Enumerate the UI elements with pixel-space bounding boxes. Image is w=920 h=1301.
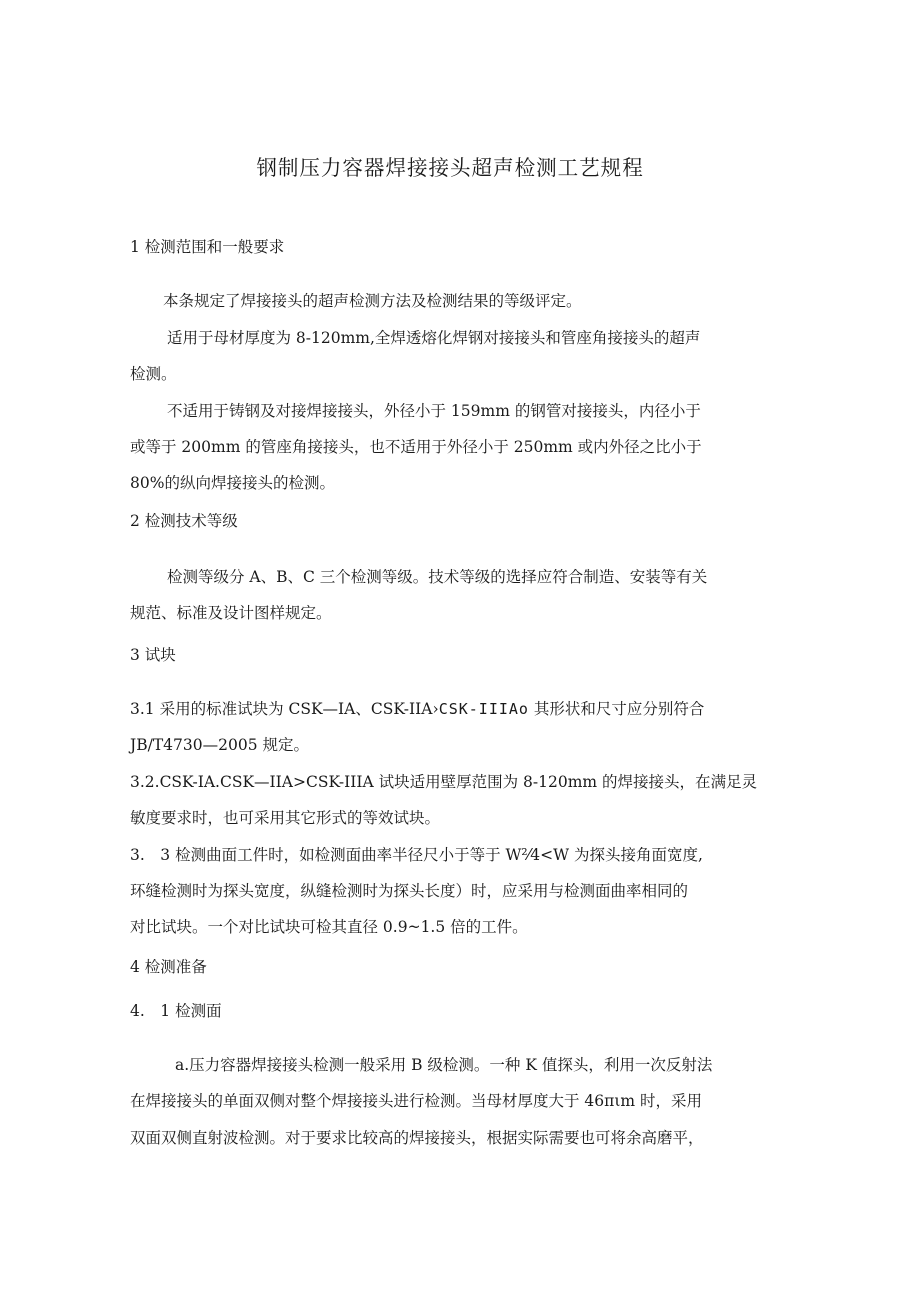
s2-paragraph-1-line-2: 规范、标准及设计图样规定。 bbox=[130, 604, 332, 622]
s3-1-line-1 bbox=[130, 694, 704, 724]
s1-paragraph-3-line-1: 不适用于铸钢及对接焊接接头，外径小于 159mm 的钢管对接接头，内径小于 bbox=[167, 402, 701, 420]
s3-2-line-2: 敏度要求时，也可采用其它形式的等效试块。 bbox=[130, 809, 441, 827]
s3-1-line-2: JB/T4730—2005 规定。 bbox=[130, 736, 309, 754]
document-title: 钢制压力容器焊接接头超声检测工艺规程 bbox=[256, 156, 644, 180]
s3-1-line-1-part-c: 其形状和尺寸应分别符合 bbox=[528, 700, 705, 718]
section-1-heading: 1 检测范围和一般要求 bbox=[130, 238, 285, 256]
section-4-heading: 4 检测准备 bbox=[130, 958, 207, 976]
s1-paragraph-2-line-1: 适用于母材厚度为 8-120mm,全焊透熔化焊钢对接接头和管座角接接头的超声 bbox=[167, 329, 701, 347]
s3-1-line-1-part-a: 3.1 采用的标准试块为 CSK—IA、CSK-IIA› bbox=[130, 700, 439, 718]
s1-paragraph-3-line-3: 80%的纵向焊接接头的检测。 bbox=[130, 474, 335, 492]
section-3-heading: 3 试块 bbox=[130, 646, 176, 664]
s3-3-line-1: 3. 3 检测曲面工件时，如检测面曲率半径尺小于等于 W²⁄4<W 为探头接角面宽度, bbox=[130, 846, 703, 864]
s2-paragraph-1-line-1: 检测等级分 A、B、C 三个检测等级。技术等级的选择应符合制造、安装等有关 bbox=[167, 568, 708, 586]
section-2-heading: 2 检测技术等级 bbox=[130, 512, 238, 530]
s3-3-line-3: 对比试块。一个对比试块可检其直径 0.9~1.5 倍的工件。 bbox=[130, 918, 528, 936]
s3-3-line-2: 环缝检测时为探头宽度，纵缝检测时为探头长度）时，应采用与检测面曲率相同的 bbox=[130, 882, 689, 900]
s1-paragraph-2-line-2: 检测。 bbox=[130, 365, 177, 383]
s3-2-line-1: 3.2.CSK-IA.CSK—IIA>CSK-IIIA 试块适用壁厚范围为 8-120mm 的焊接接头，在满足灵 bbox=[130, 773, 758, 791]
s4-a-line-1: a.压力容器焊接接头检测一般采用 B 级检测。一种 K 值探头，利用一次反射法 bbox=[175, 1056, 713, 1074]
s1-paragraph-3-line-2: 或等于 200mm 的管座角接接头，也不适用于外径小于 250mm 或内外径之比小于 bbox=[130, 438, 702, 456]
section-4-1-heading: 4. 1 检测面 bbox=[130, 1002, 222, 1020]
s1-paragraph-1: 本条规定了焊接接头的超声检测方法及检测结果的等级评定。 bbox=[163, 292, 582, 310]
s4-a-line-2: 在焊接接头的单面双侧对整个焊接接头进行检测。当母材厚度大于 46πιm 时，采用 bbox=[130, 1092, 703, 1110]
s4-a-line-3: 双面双侧直射波检测。对于要求比较高的焊接接头，根据实际需要也可将余高磨平， bbox=[130, 1129, 704, 1147]
s3-1-line-1-part-b: CSK-IIIAo bbox=[438, 700, 529, 718]
